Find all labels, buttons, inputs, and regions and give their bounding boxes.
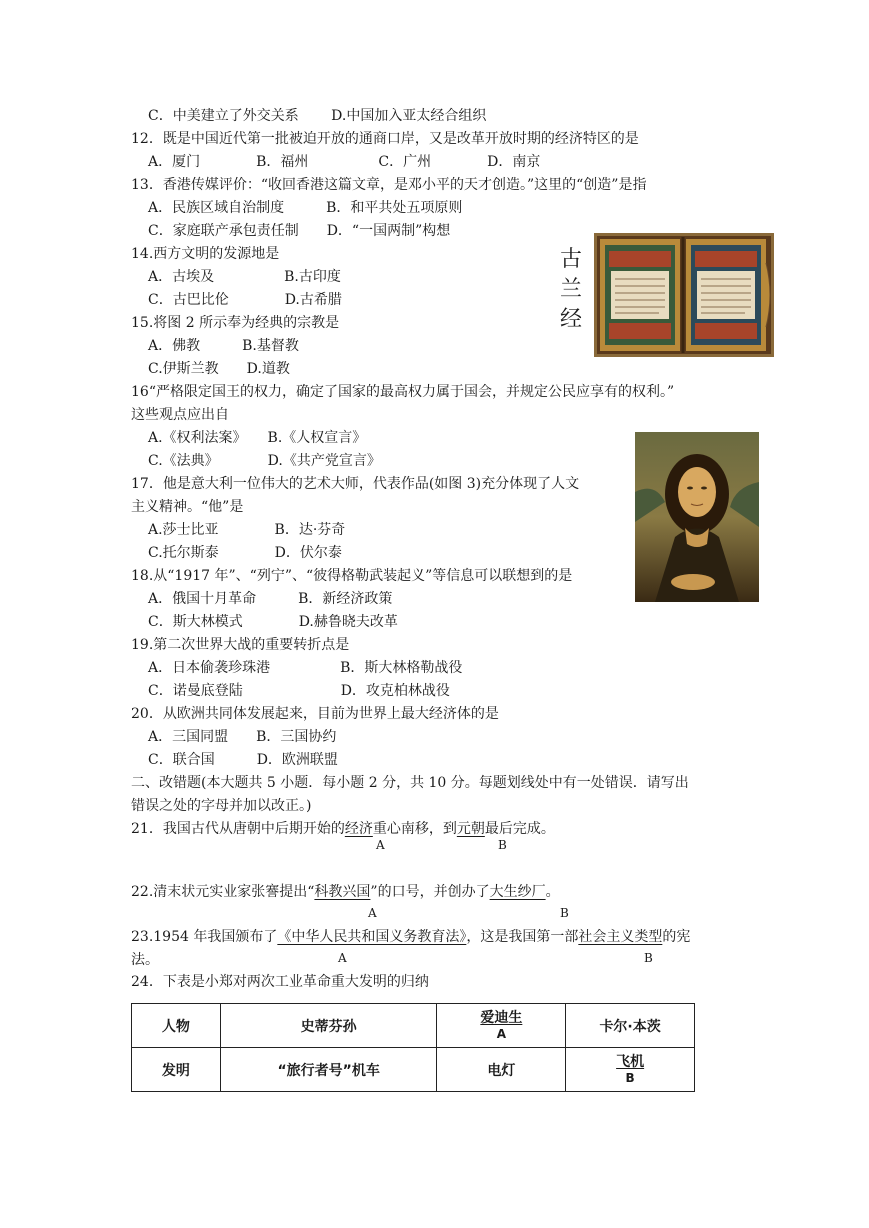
q21-underline-b: 元朝 — [456, 821, 485, 837]
q19-stem: 19.第二次世界大战的重要转折点是 — [131, 637, 350, 653]
mona-lisa-image — [635, 432, 759, 602]
q19-options-ab: A．日本偷袭珍珠港 B．斯大林格勒战役 — [148, 660, 463, 676]
q17-stem-2: 主义精神。“他”是 — [131, 499, 244, 515]
table-cell-underlined: 爱迪生 — [480, 1009, 523, 1026]
table-header-person: 人物 — [132, 1004, 221, 1048]
q21-marker-a: A — [376, 838, 385, 852]
q24-stem: 24．下表是小郑对两次工业革命重大发明的归纳 — [131, 974, 429, 990]
q21-stem: 21．我国古代从唐朝中后期开始的经济重心南移，到元朝最后完成。 — [131, 821, 555, 837]
q16-stem-2: 这些观点应出自 — [131, 407, 229, 423]
q22-underline-b: 大生纱厂 — [489, 884, 546, 900]
q19-options-cd: C．诺曼底登陆 D．攻克柏林战役 — [148, 683, 450, 699]
q17-stem: 17．他是意大利一位伟大的艺术大师，代表作品(如图 3)充分体现了人文 — [131, 476, 580, 492]
table-row — [132, 1004, 695, 1048]
koran-image — [594, 233, 774, 357]
q22-stem: 22.清末状元实业家张謇提出“科教兴国”的口号，并创办了大生纱厂。 — [131, 884, 560, 900]
table-cell: 卡尔·本茨 — [566, 1004, 695, 1048]
table-cell — [437, 1004, 566, 1048]
q23-marker-b: B — [644, 951, 653, 965]
section-2-heading-2: 错误之处的字母并加以改正。) — [131, 798, 312, 814]
q13-stem: 13．香港传媒评价：“收回香港这篇文章，是邓小平的天才创造。”这里的“创造”是指 — [131, 177, 647, 193]
table-cell-marker: A — [496, 1026, 506, 1041]
q18-options-ab: A．俄国十月革命 B．新经济政策 — [148, 591, 393, 607]
q22-marker-b: B — [560, 906, 569, 920]
q14-stem: 14.西方文明的发源地是 — [131, 246, 280, 262]
table-cell — [566, 1048, 695, 1092]
q13-options-cd: C．家庭联产承包责任制 D．“一国两制”构想 — [148, 223, 451, 239]
q17-options-cd: C.托尔斯泰 D．伏尔泰 — [148, 545, 342, 561]
koran-caption: 古 兰 经 — [559, 247, 582, 332]
section-2-heading: 二、改错题(本大题共 5 小题．每小题 2 分，共 10 分。每题划线处中有一处错误．请写出 — [131, 775, 689, 791]
q16-stem: 16“严格限定国王的权力，确定了国家的最高权力属于国会，并规定公民应享有的权利。” — [131, 384, 675, 400]
q20-stem: 20．从欧洲共同体发展起来，目前为世界上最大经济体的是 — [131, 706, 499, 722]
q23-underline-a: 《中华人民共和国义务教育法》 — [277, 929, 467, 945]
table-cell-marker: B — [625, 1070, 635, 1085]
q23-stem-2: 法。 — [131, 952, 159, 968]
q20-options-ab: A．三国同盟 B．三国协约 — [148, 729, 337, 745]
q12-options: A．厦门 B．福州 C．广州 D．南京 — [148, 154, 541, 170]
q11-options-cd: C．中美建立了外交关系 D.中国加入亚太经合组织 — [148, 108, 487, 124]
q23-stem: 23.1954 年我国颁布了《中华人民共和国义务教育法》，这是我国第一部社会主义类型的宪 — [131, 929, 691, 945]
table-row — [132, 1048, 695, 1092]
q22-underline-a: 科教兴国 — [314, 884, 371, 900]
table-cell-underlined: 飞机 — [616, 1053, 645, 1070]
q16-options-cd: C.《法典》 D.《共产党宣言》 — [148, 453, 381, 469]
q20-options-cd: C．联合国 D．欧洲联盟 — [148, 752, 338, 768]
table-cell: 史蒂芬孙 — [220, 1004, 437, 1048]
q15-stem: 15.将图 2 所示奉为经典的宗教是 — [131, 315, 340, 331]
q22-marker-a: A — [368, 906, 377, 920]
q16-options-ab: A.《权利法案》 B.《人权宣言》 — [148, 430, 367, 446]
q23-marker-a: A — [338, 951, 347, 965]
q18-stem: 18.从“1917 年”、“列宁”、“彼得格勒武装起义”等信息可以联想到的是 — [131, 568, 573, 584]
table-cell: “旅行者号”机车 — [220, 1048, 437, 1092]
q13-options-ab: A．民族区域自治制度 B．和平共处五项原则 — [148, 200, 463, 216]
q15-options-cd: C.伊斯兰教 D.道教 — [148, 361, 290, 377]
q14-options-cd: C．古巴比伦 D.古希腊 — [148, 292, 342, 308]
q21-marker-b: B — [498, 838, 507, 852]
table-header-invention: 发明 — [132, 1048, 221, 1092]
table-cell: 电灯 — [437, 1048, 566, 1092]
q12-stem: 12．既是中国近代第一批被迫开放的通商口岸，又是改革开放时期的经济特区的是 — [131, 131, 639, 147]
q23-underline-b: 社会主义类型 — [578, 929, 663, 945]
inventions-table — [131, 1003, 695, 1092]
q21-underline-a: 经济 — [344, 821, 373, 837]
q15-options-ab: A．佛教 B.基督教 — [148, 338, 299, 354]
q18-options-cd: C．斯大林模式 D.赫鲁晓夫改革 — [148, 614, 398, 630]
q14-options-ab: A．古埃及 B.古印度 — [148, 269, 341, 285]
q17-options-ab: A.莎士比亚 B．达·芬奇 — [148, 522, 346, 538]
